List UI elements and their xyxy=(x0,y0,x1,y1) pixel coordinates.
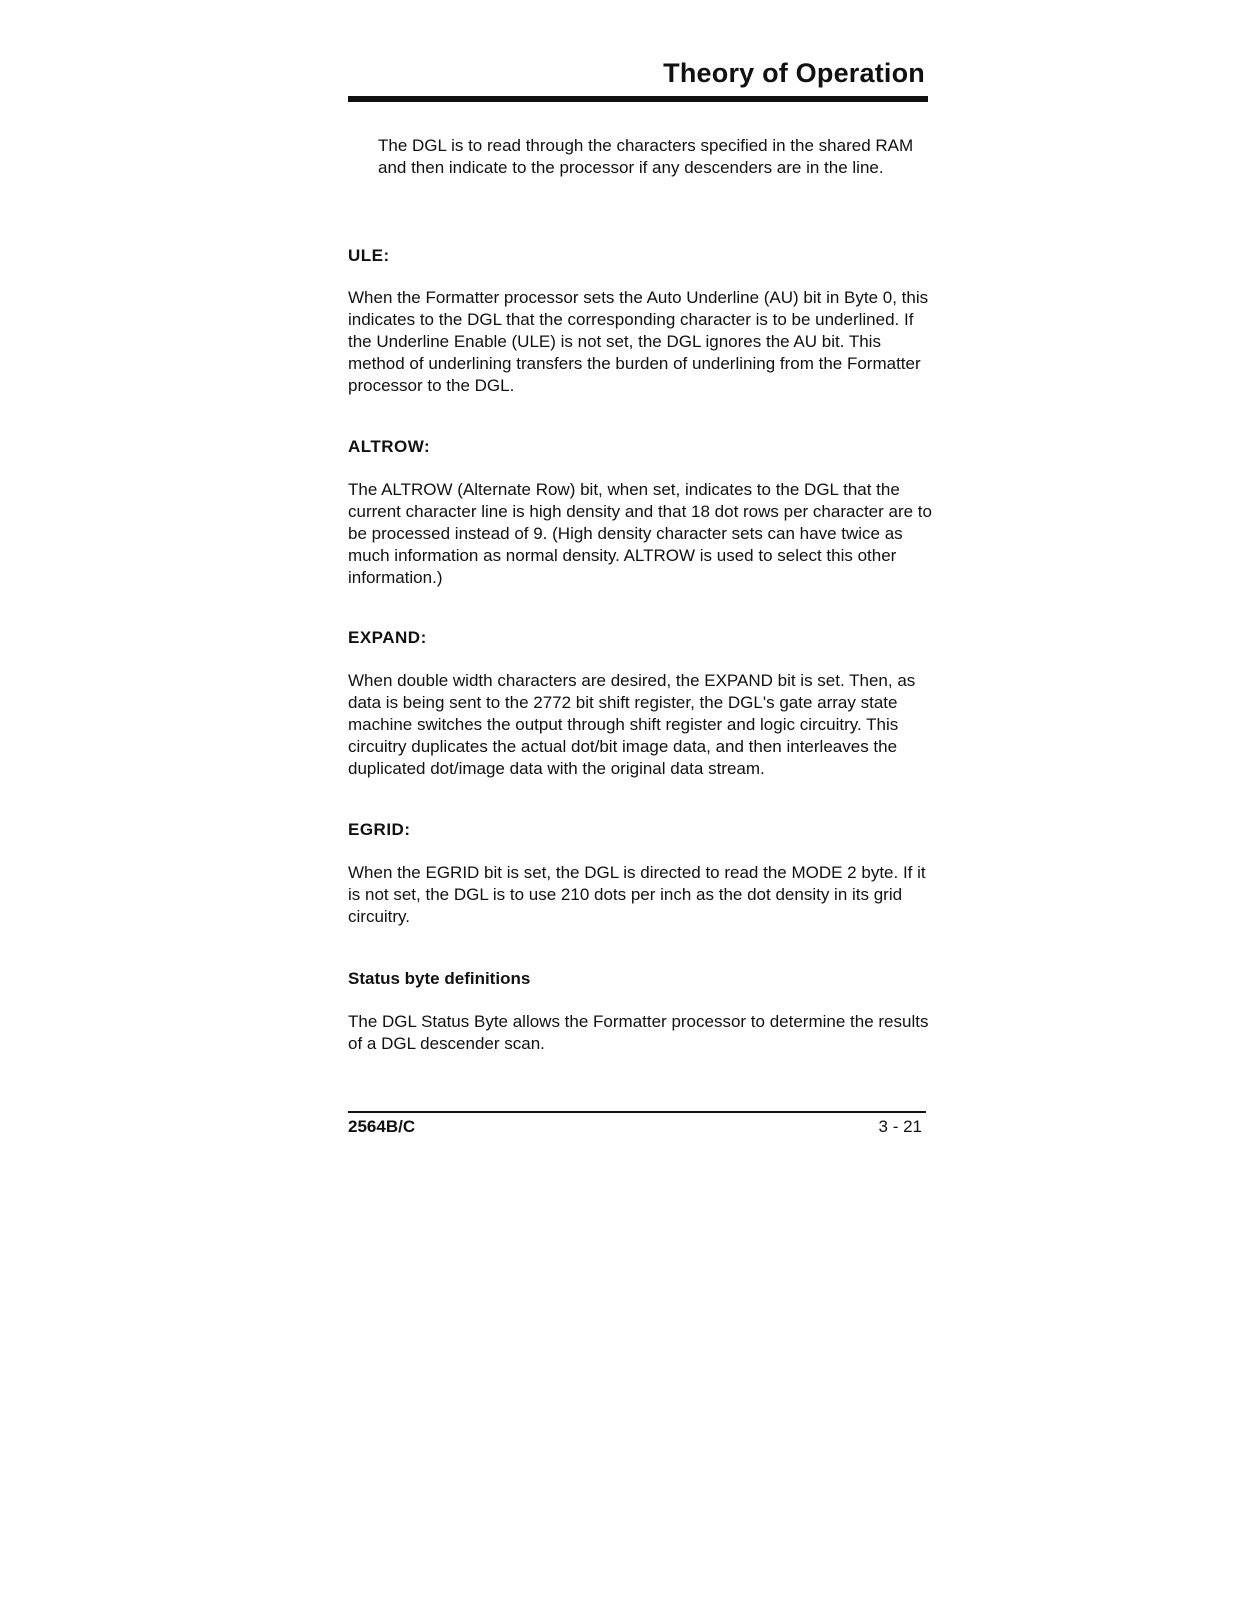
section-body-expand: When double width characters are desired, the EXPAND bit is set. Then, as data is being sent to the 2772 bit shift register, the DGL's gate array state machine switches the output through shift register and logic circuitry. This circuitry duplicates the actual dot/bit image data, and then interleaves the duplicated dot/image data with the original data stream. xyxy=(348,671,916,778)
section-heading-altrow: ALTROW: xyxy=(348,437,431,456)
footer-doc-id: 2564B/C xyxy=(348,1117,416,1136)
footer-page-number: 3 - 21 xyxy=(878,1117,922,1136)
page-title: Theory of Operation xyxy=(663,58,925,88)
title-rule xyxy=(348,96,928,102)
section-heading-expand: EXPAND: xyxy=(348,628,427,647)
section-body-egrid: When the EGRID bit is set, the DGL is directed to read the MODE 2 byte. If it is not set, the DGL is to use 210 dots per inch as the dot density in its grid circuitry. xyxy=(348,863,926,926)
intro-paragraph: The DGL is to read through the characters specified in the shared RAM and then indicate to the processor if any descenders are in the line. xyxy=(378,136,914,177)
section-heading-egrid: EGRID: xyxy=(348,820,411,839)
section-body-altrow: The ALTROW (Alternate Row) bit, when set, indicates to the DGL that the current character line is high density and that 18 dot rows per character are to be processed instead of 9. (High density character sets can have twice as much information as normal density. ALTROW is used to select this other information.) xyxy=(348,480,932,587)
section-body-status-byte: The DGL Status Byte allows the Formatter processor to determine the results of a DGL descender scan. xyxy=(348,1012,929,1053)
section-body-ule: When the Formatter processor sets the Auto Underline (AU) bit in Byte 0, this indicates to the DGL that the corresponding character is to be underlined. If the Underline Enable (ULE) is not set, the DGL ignores the AU bit. This method of underlining transfers the burden of underlining from the Formatter processor to the DGL. xyxy=(348,288,929,395)
footer-rule xyxy=(348,1111,926,1113)
section-heading-ule: ULE: xyxy=(348,246,390,265)
section-heading-status-byte: Status byte definitions xyxy=(348,969,531,988)
